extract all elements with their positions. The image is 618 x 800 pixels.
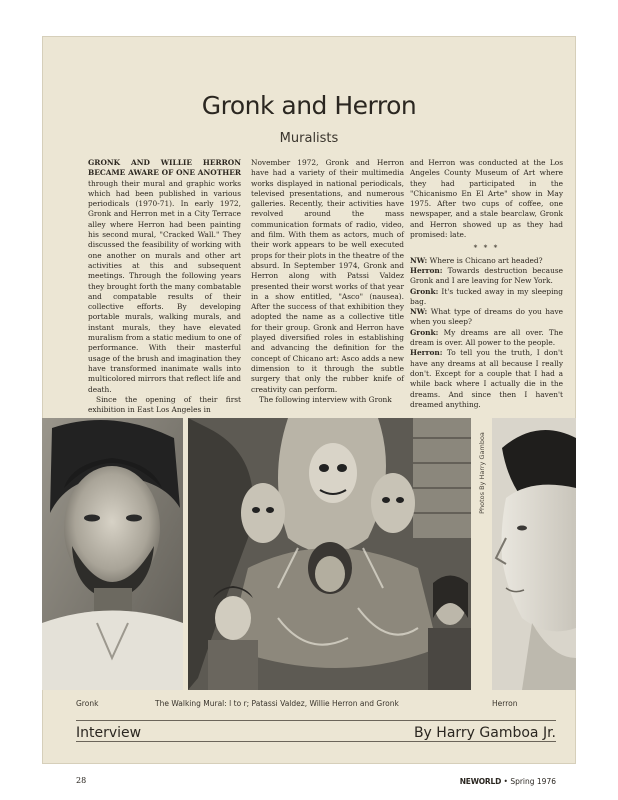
caption-right: Herron [492, 699, 518, 708]
paragraph: and Herron was conducted at the Los Angeles County Museum of Art where they had participated in the "Chicanismo En El Arte" show in May 1975. After two cups of coffee, one newspaper, and a stale bearclaw, Gronk and Herron showed up as they had promised: late. [410, 158, 563, 240]
text-column-3 [410, 158, 563, 410]
speaker: Gronk: [410, 327, 439, 337]
photo-gronk-portrait [42, 418, 183, 690]
answer: My dreams are all over. The dream is over. All power to the people. [410, 327, 563, 348]
photo-walking-mural [188, 418, 471, 690]
page-number: 28 [76, 776, 87, 785]
magazine-name: NEWORLD [459, 777, 502, 786]
qa-line [410, 287, 563, 308]
speaker: Herron: [410, 265, 443, 275]
answer: Where is Chicano art headed? [427, 255, 543, 265]
speaker: Herron: [410, 348, 443, 358]
intro-text: through their mural and graphic works which had been published in various periodicals (1970-71). In early 1972, Gronk and Herron met in a City Terrace alley where Herron had been painting his second mural, "Cracked Wall." They discussed the feasibility of working with one another on murals and other art activities at this and subsequent meetings. Through the following years they brought forth the many combatable and compatable results of their collective efforts. By developing portable murals, walking murals, and instant murals, they have elevated muralism from a static medium to one of performance. With their masterful usage of the brush and imagination they have transformed inanimate walls into multicolored mirrors that reflect life and death. [88, 178, 241, 394]
answer: It's tucked away in my sleeping bag. [410, 286, 563, 306]
qa-line [410, 328, 563, 349]
answer: What type of dreams do you have when you sleep? [410, 307, 563, 327]
caption-left: Gronk [76, 699, 99, 708]
photo-credit: Photos By Harry Gamboa [478, 432, 486, 514]
article-subtitle: Muralists [279, 131, 339, 146]
paragraph: The following interview with Gronk [259, 394, 392, 404]
section-label: Interview [76, 725, 142, 741]
qa-line [410, 256, 563, 266]
magazine-page [42, 36, 576, 786]
qa-line [410, 307, 563, 328]
article-title: Gronk and Herron [201, 91, 417, 120]
issue-line [460, 777, 556, 786]
paragraph: Since the opening of their first exhibition in East Los Angeles in [88, 394, 241, 415]
photo-herron-profile [492, 418, 576, 690]
paragraph: November 1972, Gronk and Herron have had a variety of their multimedia works displayed in national periodicals, televised presentations, and numerous galleries. Recently, their activities have revolved around the mass communication formats of radio, video, and film. With them as actors, much of their work appears to be well executed props for their plots in the theatre of the absurd. In September 1974, Gronk and Herron along with Patssi Valdez presented their worst works of that year in a show entitled, "Asco" (nausea). After the success of that exhibition they adopted the name as a collective title for their group. Gronk and Herron have played diversified roles in establishing and advancing the definition for the concept of Chicano art: Asco adds a new dimension to it through the subtle surgery that only the rubber knife of creativity can perform. [251, 158, 404, 394]
speaker: NW: [410, 255, 428, 265]
text-column-2 [251, 158, 404, 405]
qa-line [410, 266, 563, 287]
answer: Towards destruction because Gronk and I are leaving for New York. [410, 265, 563, 286]
text-column-1 [88, 158, 241, 415]
lead-in: GRONK AND WILLIE HERRON BECAME AWARE OF ONE ANOTHER [88, 158, 241, 178]
divider-rule [76, 741, 556, 742]
issue-date: • Spring 1976 [503, 777, 556, 786]
byline: By Harry Gamboa Jr. [413, 725, 556, 741]
speaker: NW: [410, 307, 428, 317]
answer: To tell you the truth, I don't have any dreams at all because I really don't. Except for a couple that I had a while back where I actually die in the dreams. And since then I haven't dreamed anything. [410, 348, 563, 409]
section-divider: * * * [473, 243, 500, 253]
qa-line [410, 348, 563, 410]
intro-paragraph [88, 158, 241, 395]
speaker: Gronk: [410, 286, 439, 296]
divider-rule [76, 720, 556, 721]
caption-middle: The Walking Mural: l to r; Patassi Valdez, Willie Herron and Gronk [155, 699, 399, 708]
